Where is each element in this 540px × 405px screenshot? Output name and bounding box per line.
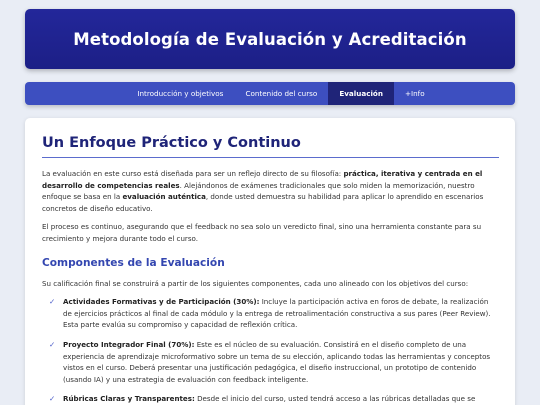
check-icon: ✓ [49, 394, 56, 404]
components-title: Componentes de la Evaluación [42, 256, 225, 269]
content-card [25, 118, 515, 405]
page-title: Metodología de Evaluación y Acreditación [73, 29, 467, 49]
component-text: Incluye la participación activa en foros de debate, la realización de ejercicios prácticos al final de cada módulo y la entrega de retroalimentación constructiva a sus pares (Peer Review). Esta parte evalúa su compromiso y capacidad de reflexión crítica. [63, 297, 491, 330]
list-item [42, 393, 499, 405]
check-icon: ✓ [49, 339, 56, 349]
intro-bold-2: evaluación auténtica [122, 192, 206, 202]
component-name: Proyecto Integrador Final (70%): [63, 339, 195, 349]
intro-text-2: . Alejándonos de exámenes tradicionales que solo miden la memorización, nuestro enfoque se basa en la [42, 180, 475, 202]
list-item [42, 339, 499, 385]
intro-bold-1: práctica, iterativa y centrada en el desarrollo de competencias reales [42, 169, 483, 190]
section-title: Un Enfoque Práctico y Continuo [42, 135, 499, 158]
nav-item-info[interactable]: +Info [404, 89, 425, 98]
intro-text-3: , donde usted demuestra su habilidad para aplicar lo aprendido en escenarios concretos de diseño educativo. [42, 192, 484, 213]
components-list [42, 296, 499, 405]
nav-item-contenido[interactable]: Contenido del curso [245, 89, 318, 98]
intro-paragraph [42, 168, 499, 214]
nav-item-introduccion[interactable]: Introducción y objetivos [137, 89, 224, 98]
page-header [25, 9, 515, 69]
component-name: Rúbricas Claras y Transparentes: [63, 394, 195, 404]
list-item [42, 296, 499, 331]
nav-item-evaluacion[interactable]: Evaluación [328, 82, 394, 105]
continuous-paragraph: El proceso es continuo, asegurando que el feedback no sea solo un veredicto final, sino una herramienta constante para su crecimiento y mejora durante todo el curso. [42, 222, 482, 243]
component-text: Desde el inicio del curso, usted tendrá acceso a las rúbricas detalladas que se [194, 394, 476, 404]
component-name: Actividades Formativas y de Participación (30%): [63, 297, 260, 307]
main-nav [25, 82, 515, 105]
check-icon: ✓ [49, 297, 56, 307]
components-intro: Su calificación final se construirá a partir de los siguientes componentes, cada uno alineado con los objetivos del curso: [42, 278, 469, 288]
component-text: Este es el núcleo de su evaluación. Consistirá en el diseño completo de una experiencia de aprendizaje microformativo sobre un tema de su elección, aplicando todas las herramientas y conceptos vistos en el curso. Deberá presentar una justificación pedagógica, el diseño instruccional, un prototipo de contenido (usando IA) y una estrategia de evaluación con feedback inteligente. [63, 339, 491, 384]
intro-text-1: La evaluación en este curso está diseñada para ser un reflejo directo de su filosofía: [42, 169, 344, 178]
